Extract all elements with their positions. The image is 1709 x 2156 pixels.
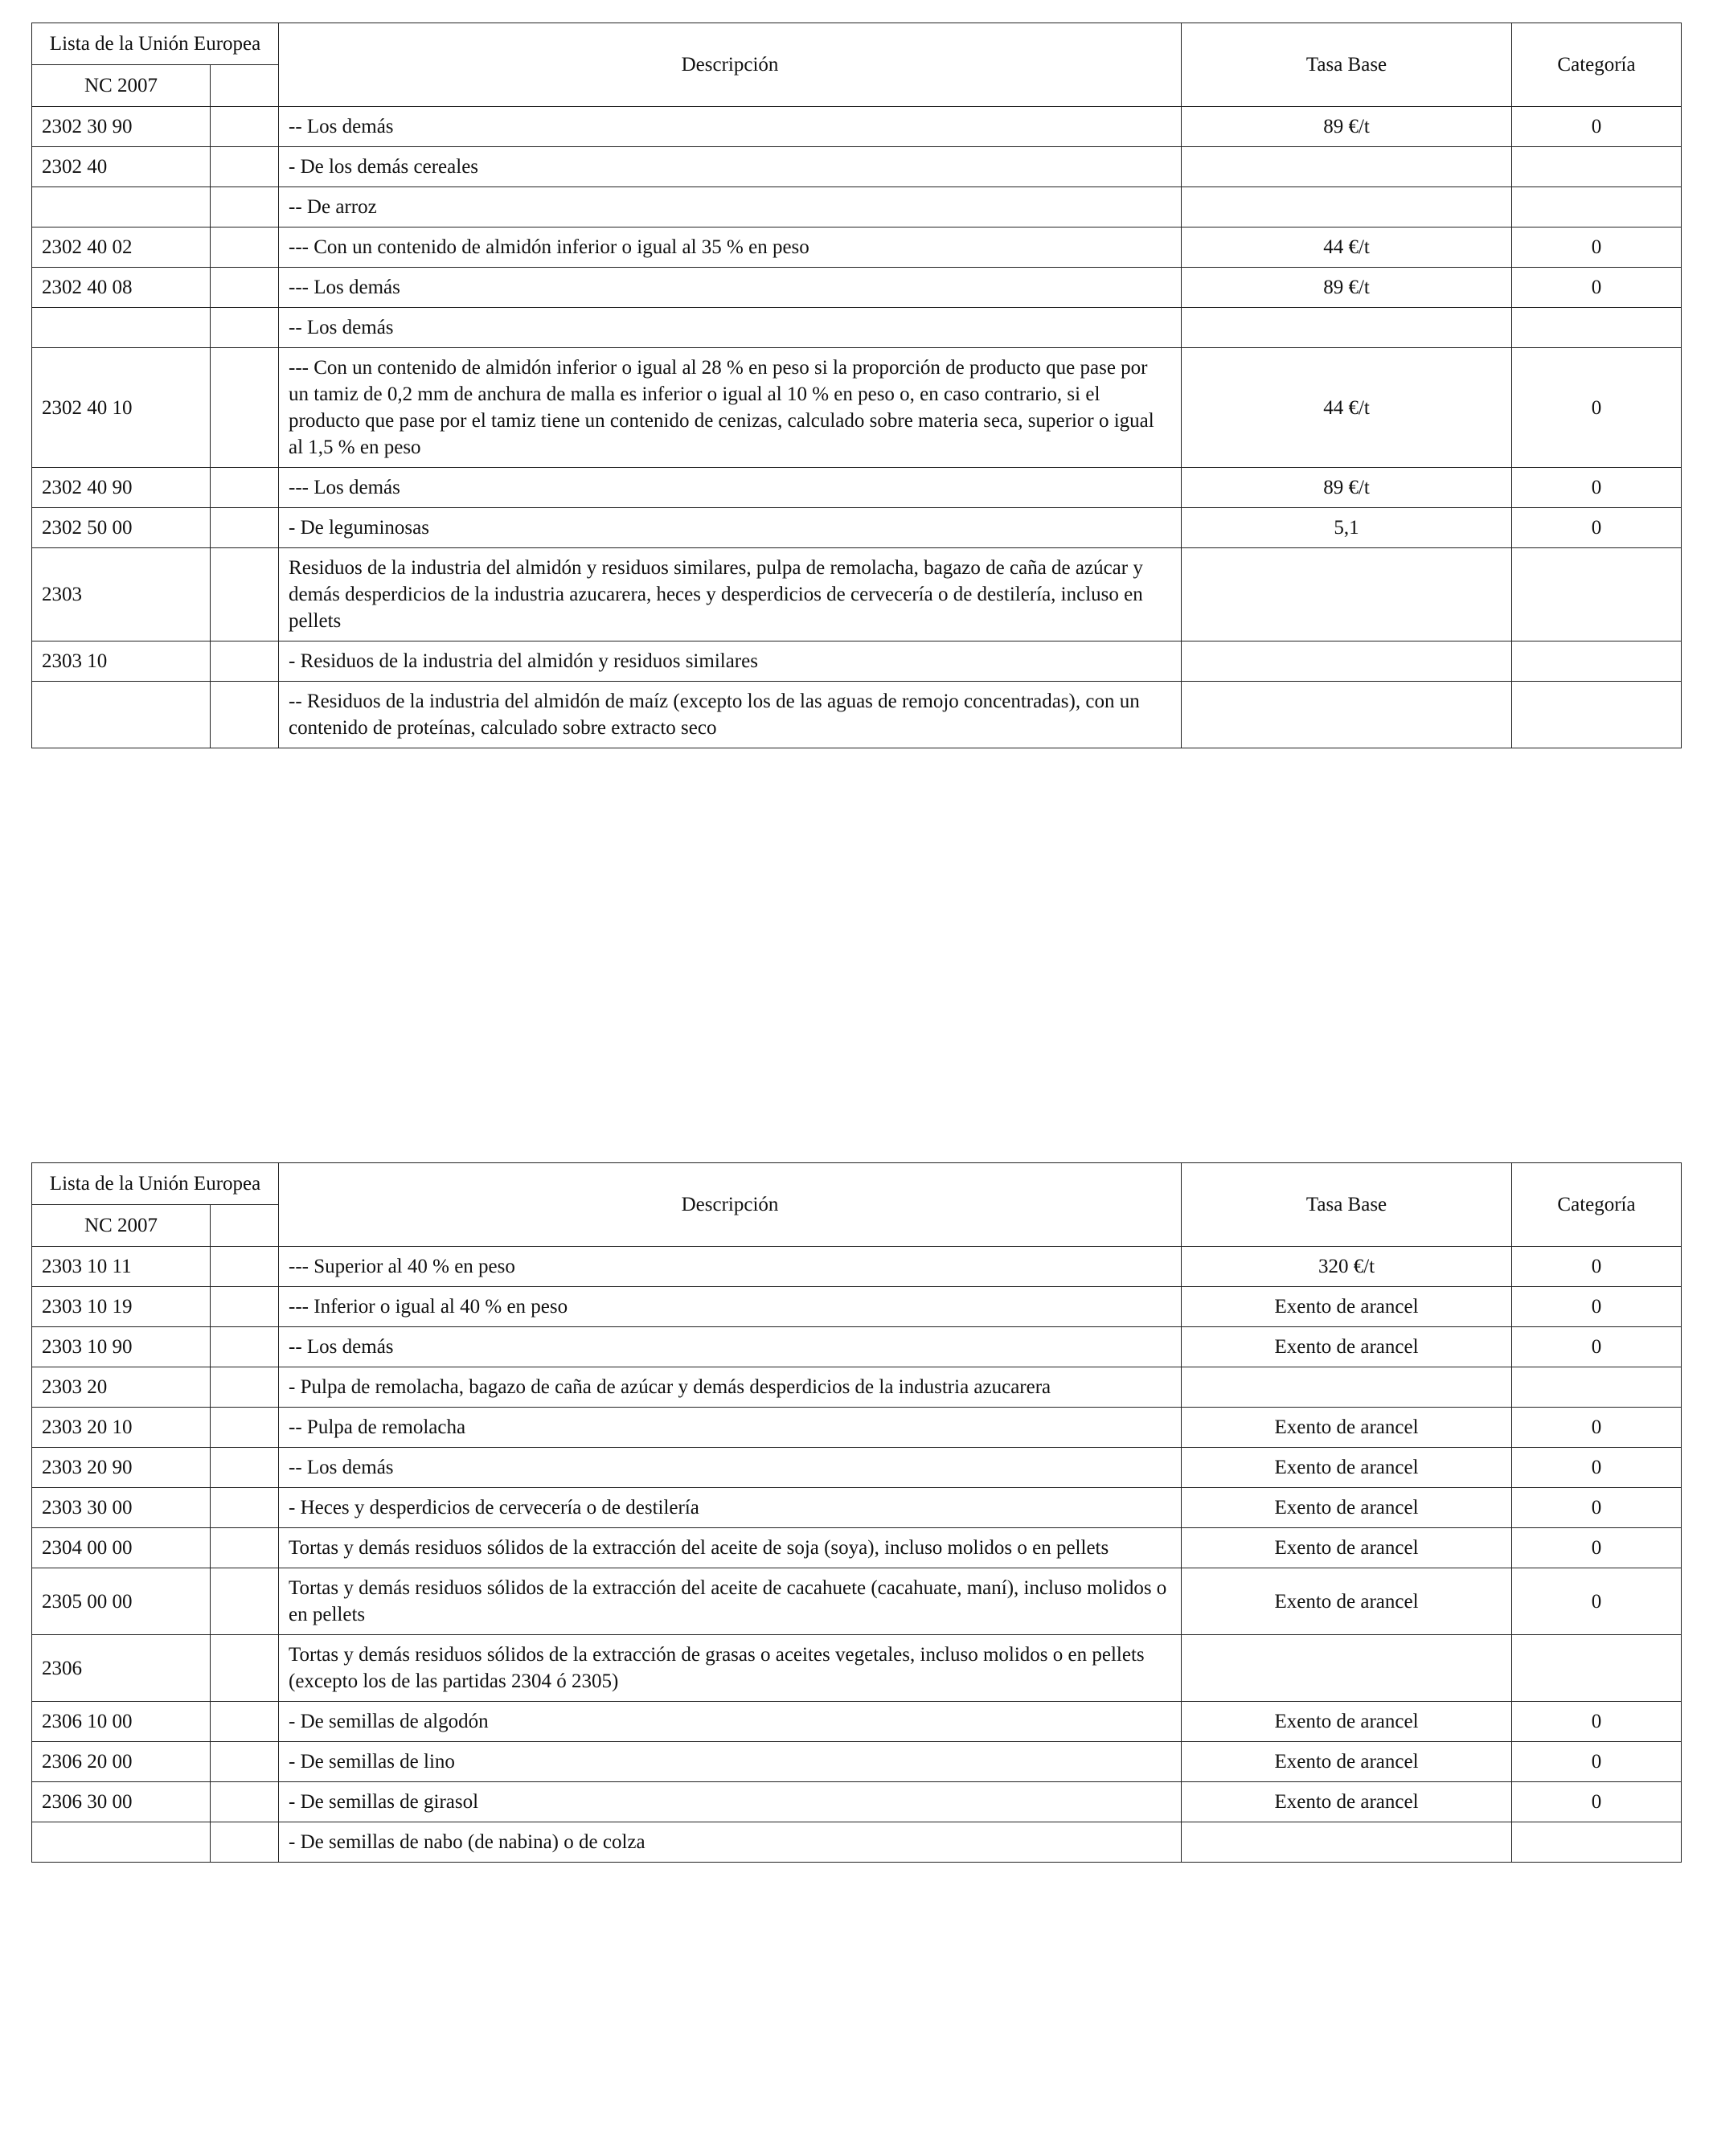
category-cell <box>1512 682 1682 748</box>
category-cell: 0 <box>1512 1448 1682 1488</box>
description-cell: - Heces y desperdicios de cervecería o de destilería <box>279 1488 1182 1528</box>
base-rate-cell: Exento de arancel <box>1182 1448 1512 1488</box>
category-cell: 0 <box>1512 468 1682 508</box>
category-cell: 0 <box>1512 1327 1682 1367</box>
header-row <box>32 23 1682 65</box>
table-row <box>32 468 1682 508</box>
table-row <box>32 308 1682 348</box>
base-rate-cell: 89 €/t <box>1182 268 1512 308</box>
table-row <box>32 1287 1682 1327</box>
base-rate-cell <box>1182 308 1512 348</box>
tariff-code-cell: 2304 00 00 <box>32 1528 211 1568</box>
description-cell: Tortas y demás residuos sólidos de la extracción del aceite de cacahuete (cacahuate, maní), incluso molidos o en pellets <box>279 1568 1182 1635</box>
base-rate-cell: 89 €/t <box>1182 107 1512 147</box>
description-cell: --- Con un contenido de almidón inferior o igual al 35 % en peso <box>279 227 1182 268</box>
category-cell: 0 <box>1512 268 1682 308</box>
description-cell: --- Superior al 40 % en peso <box>279 1247 1182 1287</box>
description-cell: -- Pulpa de remolacha <box>279 1408 1182 1448</box>
tariff-code-cell: 2302 50 00 <box>32 508 211 548</box>
header-rate: Tasa Base <box>1182 1163 1512 1247</box>
description-cell: - Residuos de la industria del almidón y residuos similares <box>279 641 1182 682</box>
description-cell: - De semillas de algodón <box>279 1702 1182 1742</box>
category-cell: 0 <box>1512 227 1682 268</box>
description-cell: -- Los demás <box>279 1448 1182 1488</box>
subcode-cell <box>211 268 279 308</box>
description-cell: --- Los demás <box>279 468 1182 508</box>
tariff-code-cell: 2302 40 08 <box>32 268 211 308</box>
table-row <box>32 1568 1682 1635</box>
tariff-code-cell: 2303 20 <box>32 1367 211 1408</box>
subcode-cell <box>211 227 279 268</box>
base-rate-cell: Exento de arancel <box>1182 1287 1512 1327</box>
table-row <box>32 107 1682 147</box>
base-rate-cell: Exento de arancel <box>1182 1742 1512 1782</box>
base-rate-cell <box>1182 548 1512 641</box>
description-cell: -- Los demás <box>279 107 1182 147</box>
tariff-code-cell: 2303 <box>32 548 211 641</box>
base-rate-cell: 320 €/t <box>1182 1247 1512 1287</box>
description-cell: --- Inferior o igual al 40 % en peso <box>279 1287 1182 1327</box>
tariff-code-cell <box>32 187 211 227</box>
base-rate-cell: 44 €/t <box>1182 227 1512 268</box>
subcode-cell <box>211 1782 279 1822</box>
tariff-code-cell: 2302 30 90 <box>32 107 211 147</box>
category-cell: 0 <box>1512 1702 1682 1742</box>
tariff-table-2 <box>31 1162 1682 1863</box>
table-row <box>32 147 1682 187</box>
table-row <box>32 1782 1682 1822</box>
base-rate-cell: 89 €/t <box>1182 468 1512 508</box>
subcode-cell <box>211 1742 279 1782</box>
header-description: Descripción <box>279 23 1182 107</box>
tariff-code-cell: 2303 10 90 <box>32 1327 211 1367</box>
subcode-cell <box>211 107 279 147</box>
table-row <box>32 1528 1682 1568</box>
category-cell: 0 <box>1512 508 1682 548</box>
table-row <box>32 1448 1682 1488</box>
category-cell: 0 <box>1512 348 1682 468</box>
category-cell <box>1512 147 1682 187</box>
category-cell: 0 <box>1512 1782 1682 1822</box>
description-cell: - De semillas de nabo (de nabina) o de colza <box>279 1822 1182 1863</box>
category-cell: 0 <box>1512 107 1682 147</box>
description-cell: --- Los demás <box>279 268 1182 308</box>
header-description: Descripción <box>279 1163 1182 1247</box>
subcode-cell <box>211 641 279 682</box>
table-2-body <box>32 1163 1682 1863</box>
description-cell: -- Los demás <box>279 1327 1182 1367</box>
category-cell: 0 <box>1512 1568 1682 1635</box>
category-cell: 0 <box>1512 1247 1682 1287</box>
category-cell: 0 <box>1512 1742 1682 1782</box>
description-cell: Residuos de la industria del almidón y residuos similares, pulpa de remolacha, bagazo de caña de azúcar y demás desperdicios de la industria azucarera, heces y desperdicios de cervecería o de destilería, incluso en pellets <box>279 548 1182 641</box>
description-cell: - De leguminosas <box>279 508 1182 548</box>
description-cell: - De los demás cereales <box>279 147 1182 187</box>
subcode-cell <box>211 348 279 468</box>
header-nc: NC 2007 <box>32 65 211 107</box>
category-cell: 0 <box>1512 1287 1682 1327</box>
category-cell <box>1512 641 1682 682</box>
table-1-body <box>32 23 1682 748</box>
subcode-cell <box>211 508 279 548</box>
base-rate-cell: Exento de arancel <box>1182 1568 1512 1635</box>
base-rate-cell: 44 €/t <box>1182 348 1512 468</box>
subcode-cell <box>211 1822 279 1863</box>
table-row <box>32 641 1682 682</box>
header-rate: Tasa Base <box>1182 23 1512 107</box>
header-list: Lista de la Unión Europea <box>32 1163 279 1205</box>
subcode-cell <box>211 1635 279 1702</box>
table-row <box>32 1367 1682 1408</box>
category-cell: 0 <box>1512 1488 1682 1528</box>
subcode-cell <box>211 548 279 641</box>
tariff-code-cell: 2302 40 10 <box>32 348 211 468</box>
tariff-code-cell: 2303 30 00 <box>32 1488 211 1528</box>
tariff-code-cell: 2306 10 00 <box>32 1702 211 1742</box>
table-row <box>32 1327 1682 1367</box>
subcode-cell <box>211 147 279 187</box>
subcode-cell <box>211 682 279 748</box>
subcode-cell <box>211 1448 279 1488</box>
base-rate-cell <box>1182 147 1512 187</box>
header-nc-blank <box>211 1205 279 1247</box>
table-row <box>32 268 1682 308</box>
tariff-code-cell: 2302 40 90 <box>32 468 211 508</box>
subcode-cell <box>211 1408 279 1448</box>
base-rate-cell: Exento de arancel <box>1182 1528 1512 1568</box>
category-cell <box>1512 1822 1682 1863</box>
base-rate-cell: Exento de arancel <box>1182 1488 1512 1528</box>
table-row <box>32 1742 1682 1782</box>
table-row <box>32 508 1682 548</box>
category-cell <box>1512 187 1682 227</box>
description-cell: - De semillas de lino <box>279 1742 1182 1782</box>
tariff-code-cell: 2303 20 90 <box>32 1448 211 1488</box>
header-nc: NC 2007 <box>32 1205 211 1247</box>
header-category: Categoría <box>1512 1163 1682 1247</box>
description-cell: - Pulpa de remolacha, bagazo de caña de azúcar y demás desperdicios de la industria azucarera <box>279 1367 1182 1408</box>
table-row <box>32 548 1682 641</box>
table-row <box>32 1822 1682 1863</box>
table-row <box>32 348 1682 468</box>
description-cell: Tortas y demás residuos sólidos de la extracción del aceite de soja (soya), incluso molidos o en pellets <box>279 1528 1182 1568</box>
table-row <box>32 1247 1682 1287</box>
tariff-code-cell: 2306 30 00 <box>32 1782 211 1822</box>
tariff-table-1 <box>31 23 1682 748</box>
table-row <box>32 682 1682 748</box>
table-row <box>32 1702 1682 1742</box>
tariff-code-cell <box>32 1822 211 1863</box>
subcode-cell <box>211 1327 279 1367</box>
description-cell: - De semillas de girasol <box>279 1782 1182 1822</box>
subcode-cell <box>211 1568 279 1635</box>
header-list: Lista de la Unión Europea <box>32 23 279 65</box>
table-row <box>32 1408 1682 1448</box>
table-row <box>32 1488 1682 1528</box>
subcode-cell <box>211 1528 279 1568</box>
base-rate-cell: Exento de arancel <box>1182 1408 1512 1448</box>
header-row <box>32 1163 1682 1205</box>
base-rate-cell <box>1182 641 1512 682</box>
base-rate-cell <box>1182 682 1512 748</box>
category-cell <box>1512 1635 1682 1702</box>
subcode-cell <box>211 1367 279 1408</box>
description-cell: -- Los demás <box>279 308 1182 348</box>
tariff-code-cell: 2305 00 00 <box>32 1568 211 1635</box>
tariff-code-cell: 2303 10 <box>32 641 211 682</box>
description-cell: -- Residuos de la industria del almidón de maíz (excepto los de las aguas de remojo concentradas), con un contenido de proteínas, calculado sobre extracto seco <box>279 682 1182 748</box>
table-row <box>32 187 1682 227</box>
tariff-code-cell: 2302 40 <box>32 147 211 187</box>
base-rate-cell <box>1182 1822 1512 1863</box>
base-rate-cell: 5,1 <box>1182 508 1512 548</box>
tariff-code-cell: 2303 10 19 <box>32 1287 211 1327</box>
header-category: Categoría <box>1512 23 1682 107</box>
category-cell <box>1512 1367 1682 1408</box>
header-nc-blank <box>211 65 279 107</box>
description-cell: -- De arroz <box>279 187 1182 227</box>
subcode-cell <box>211 1488 279 1528</box>
subcode-cell <box>211 468 279 508</box>
table-row <box>32 1635 1682 1702</box>
base-rate-cell: Exento de arancel <box>1182 1782 1512 1822</box>
description-cell: --- Con un contenido de almidón inferior o igual al 28 % en peso si la proporción de producto que pase por un tamiz de 0,2 mm de anchura de malla es inferior o igual al 10 % en peso o, en caso contrario, si el producto que pase por el tamiz tiene un contenido de cenizas, calculado sobre materia seca, superior o igual al 1,5 % en peso <box>279 348 1182 468</box>
tariff-code-cell: 2306 20 00 <box>32 1742 211 1782</box>
description-cell: Tortas y demás residuos sólidos de la extracción de grasas o aceites vegetales, incluso molidos o en pellets (excepto los de las partidas 2304 ó 2305) <box>279 1635 1182 1702</box>
subcode-cell <box>211 187 279 227</box>
category-cell: 0 <box>1512 1408 1682 1448</box>
tariff-code-cell: 2306 <box>32 1635 211 1702</box>
category-cell <box>1512 308 1682 348</box>
base-rate-cell: Exento de arancel <box>1182 1702 1512 1742</box>
tariff-code-cell: 2303 20 10 <box>32 1408 211 1448</box>
category-cell: 0 <box>1512 1528 1682 1568</box>
base-rate-cell: Exento de arancel <box>1182 1327 1512 1367</box>
base-rate-cell <box>1182 1635 1512 1702</box>
tariff-code-cell: 2302 40 02 <box>32 227 211 268</box>
tariff-code-cell <box>32 308 211 348</box>
base-rate-cell <box>1182 187 1512 227</box>
tariff-code-cell: 2303 10 11 <box>32 1247 211 1287</box>
category-cell <box>1512 548 1682 641</box>
table-row <box>32 227 1682 268</box>
base-rate-cell <box>1182 1367 1512 1408</box>
subcode-cell <box>211 1702 279 1742</box>
subcode-cell <box>211 308 279 348</box>
subcode-cell <box>211 1287 279 1327</box>
subcode-cell <box>211 1247 279 1287</box>
tariff-code-cell <box>32 682 211 748</box>
